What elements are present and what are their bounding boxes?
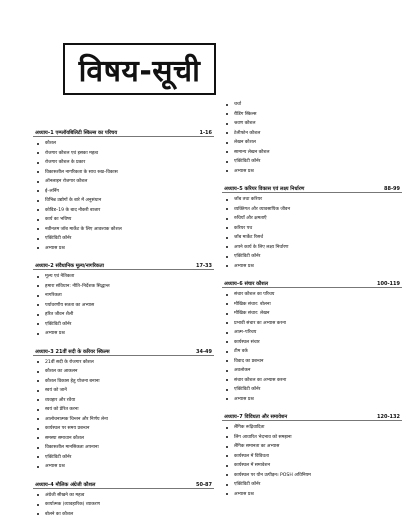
- toc-item[interactable]: लैंगिक समानता का अभ्यास: [222, 442, 402, 452]
- toc-item[interactable]: जॉब मार्केट रिसर्च: [222, 233, 402, 243]
- chapter-pages: 34-49: [196, 348, 212, 355]
- chapter-4: [33, 480, 214, 520]
- chapter-6: [222, 279, 402, 404]
- toc-item[interactable]: लेखन कौशल: [222, 138, 402, 148]
- toc-item[interactable]: कौशल का आकलन: [33, 367, 214, 377]
- toc-item[interactable]: एक्टिविटी कॉर्नर: [33, 453, 214, 463]
- toc-item[interactable]: हमारा संविधान: नीति–निर्देशक सिद्धान्त: [33, 282, 214, 292]
- chapter-5: [222, 184, 402, 271]
- chapter-title: अध्याय–5 करियर विकास एवं लक्ष्य निर्धारण: [224, 186, 305, 192]
- toc-item[interactable]: कार्यात्मक (व्यावहारिक) व्याकरण: [33, 500, 214, 510]
- toc-item[interactable]: अभ्यास प्रश्न: [222, 262, 402, 272]
- toc-item[interactable]: विभिन्न उद्योगों के बारे में अनुसंधान: [33, 196, 214, 206]
- chapter-heading[interactable]: [222, 412, 402, 421]
- toc-item[interactable]: ई–लर्निंग: [33, 187, 214, 197]
- toc-title: विषय-सूची: [78, 53, 201, 89]
- toc-item[interactable]: स्वयं को जानें: [33, 386, 214, 396]
- chapter-items: [222, 290, 402, 404]
- toc-item[interactable]: एक्टिविटी कॉर्नर: [222, 385, 402, 395]
- right-column: [222, 100, 402, 507]
- toc-item[interactable]: व्यवहार और रवैया: [33, 396, 214, 406]
- toc-item[interactable]: स्वयं को प्रेरित करना: [33, 405, 214, 415]
- toc-item[interactable]: 21वीं सदी के रोजगार कौशल: [33, 358, 214, 368]
- toc-item[interactable]: अभ्यास प्रश्न: [222, 167, 402, 177]
- chapter-items: [33, 358, 214, 472]
- chapter-title: अध्याय–3 21वीं सदी के करियर स्किल्स: [35, 348, 110, 355]
- chapter-pages: 100-119: [377, 281, 400, 287]
- toc-item[interactable]: व्यक्तिगत और व्यावसायिक जीवन: [222, 205, 402, 215]
- toc-item[interactable]: कार्य का भविष्य: [33, 215, 214, 225]
- toc-item[interactable]: अभ्यास प्रश्न: [33, 244, 214, 254]
- toc-item[interactable]: नागरिकता: [33, 291, 214, 301]
- chapter-pages: 1-16: [199, 130, 212, 136]
- chapter-items: [222, 195, 402, 271]
- toc-item[interactable]: रीडिंग स्किल्स: [222, 110, 402, 120]
- toc-item[interactable]: कार्यस्थल पर समय प्रबन्धन: [33, 424, 214, 434]
- chapter-1: [33, 128, 214, 253]
- toc-item[interactable]: टीम वर्क: [222, 347, 402, 357]
- chapter-items: [33, 272, 214, 339]
- toc-item[interactable]: मौखिक संचार: लेखन: [222, 309, 402, 319]
- toc-item[interactable]: चर्चा: [222, 100, 402, 110]
- chapter-title: अध्याय–2 संवैधानिक मूल्य/नागरिकता: [35, 263, 104, 269]
- chapter-heading[interactable]: [33, 261, 214, 270]
- toc-item[interactable]: अभ्यास प्रश्न: [222, 395, 402, 405]
- toc-item[interactable]: एक्टिविटी कॉर्नर: [33, 234, 214, 244]
- toc-item[interactable]: अवलोकन: [222, 366, 402, 376]
- toc-item[interactable]: अभ्यास प्रश्न: [33, 462, 214, 472]
- chapter-pages: 50-87: [196, 481, 212, 488]
- toc-item[interactable]: लैंगिक रूढ़िवादिता: [222, 423, 402, 433]
- toc-item[interactable]: कौशल विकास हेतु योजना बनाना: [33, 377, 214, 387]
- toc-item[interactable]: बोलने का कौशल: [33, 510, 214, 520]
- toc-item[interactable]: कार्यस्थल में विविधता: [222, 452, 402, 462]
- toc-item[interactable]: कोविड–19 के बाद नौकरी बाजार: [33, 206, 214, 216]
- chapter-3: [33, 347, 214, 472]
- toc-item[interactable]: नवीनतम जॉब मार्केट के लिए आवश्यक कौशल: [33, 225, 214, 235]
- toc-item[interactable]: समस्या समाधान कौशल: [33, 434, 214, 444]
- toc-item[interactable]: संचार कौशल का अभ्यास करना: [222, 376, 402, 386]
- toc-item[interactable]: मूल्य एवं नैतिकता: [33, 272, 214, 282]
- chapter-4-continued: [222, 100, 402, 176]
- toc-item[interactable]: अभ्यास प्रश्न: [33, 329, 214, 339]
- chapter-heading[interactable]: [222, 184, 402, 193]
- toc-item[interactable]: रुचियाँ और क्षमताएँ: [222, 214, 402, 224]
- toc-item[interactable]: विकासशील नागरिकता के साथ रुख–विकास: [33, 168, 214, 178]
- chapter-heading[interactable]: [222, 279, 402, 288]
- toc-item[interactable]: एक्टिविटी कॉर्नर: [222, 252, 402, 262]
- toc-item[interactable]: जॉब तथा करियर: [222, 195, 402, 205]
- left-column: [33, 128, 214, 527]
- toc-item[interactable]: विकासशील मानसिकता अपनाना: [33, 443, 214, 453]
- toc-item[interactable]: एक्टिविटी कॉर्नर: [222, 480, 402, 490]
- toc-item[interactable]: एक्टिविटी कॉर्नर: [33, 320, 214, 330]
- toc-item[interactable]: पर्यावरणीय सतता का अभ्यास: [33, 301, 214, 311]
- chapter-items: [33, 139, 214, 253]
- toc-item[interactable]: हरित जीवन शैली: [33, 310, 214, 320]
- chapter-pages: 120-132: [377, 414, 400, 420]
- toc-item[interactable]: टेलीफोन कौशल: [222, 129, 402, 139]
- toc-title-box: [63, 43, 216, 95]
- toc-item[interactable]: सामान्य लेखन कौशल: [222, 148, 402, 158]
- chapter-items: [33, 491, 214, 520]
- toc-item[interactable]: आत्म–परिचय: [222, 328, 402, 338]
- toc-item[interactable]: अभ्यास प्रश्न: [222, 490, 402, 500]
- toc-item[interactable]: मौखिक संचार: बोलना: [222, 300, 402, 310]
- chapter-title: अध्याय–1 एम्प्लॉयबिलिटी स्किल्स का परिचय: [35, 130, 118, 136]
- chapter-items: [222, 423, 402, 499]
- toc-item[interactable]: प्रभावी संचार का अभ्यास करना: [222, 319, 402, 329]
- toc-item[interactable]: कार्यस्थल में समावेशन: [222, 461, 402, 471]
- chapter-pages: 88-99: [384, 186, 400, 192]
- chapter-7: [222, 412, 402, 499]
- toc-item[interactable]: कार्यस्थल पर यौन उत्पीड़न। POSH अधिनियम: [222, 471, 402, 481]
- toc-item[interactable]: आलोचनात्मक चिन्तन और निर्णय लेना: [33, 415, 214, 425]
- toc-item[interactable]: अपने कार्य के लिए लक्ष्य निर्धारण: [222, 243, 402, 253]
- toc-item[interactable]: रोजगार कौशल एवं इसका महत्व: [33, 149, 214, 159]
- toc-item[interactable]: करियर पथ: [222, 224, 402, 234]
- toc-item[interactable]: रोजगार कौशल के प्रकार: [33, 158, 214, 168]
- chapter-heading[interactable]: [33, 480, 214, 489]
- toc-item[interactable]: संचार कौशल का परिचय: [222, 290, 402, 300]
- chapter-heading[interactable]: [33, 347, 214, 356]
- chapter-title: अध्याय–7 विविधता और समावेशन: [224, 414, 288, 420]
- toc-item[interactable]: श्रवण कौशल: [222, 119, 402, 129]
- toc-item[interactable]: लिंग आधारित भेदभाव को समझना: [222, 433, 402, 443]
- chapter-title: अध्याय–6 संचार कौशल: [224, 281, 269, 287]
- toc-item[interactable]: ऑनलाइन रोजगार कौशल: [33, 177, 214, 187]
- toc-item[interactable]: विवाद का प्रबन्धन: [222, 357, 402, 367]
- chapter-title: अध्याय–4 मौलिक अंग्रेजी कौशल: [35, 481, 96, 488]
- chapter-items: [222, 100, 402, 176]
- toc-item[interactable]: एक्टिविटी कॉर्नर: [222, 157, 402, 167]
- toc-item[interactable]: कौशल: [33, 139, 214, 149]
- chapter-pages: 17-33: [196, 263, 212, 269]
- chapter-2: [33, 261, 214, 339]
- chapter-heading[interactable]: [33, 128, 214, 137]
- toc-item[interactable]: अंग्रेजी सीखने का महत्व: [33, 491, 214, 501]
- toc-item[interactable]: कार्यस्थल संचार: [222, 338, 402, 348]
